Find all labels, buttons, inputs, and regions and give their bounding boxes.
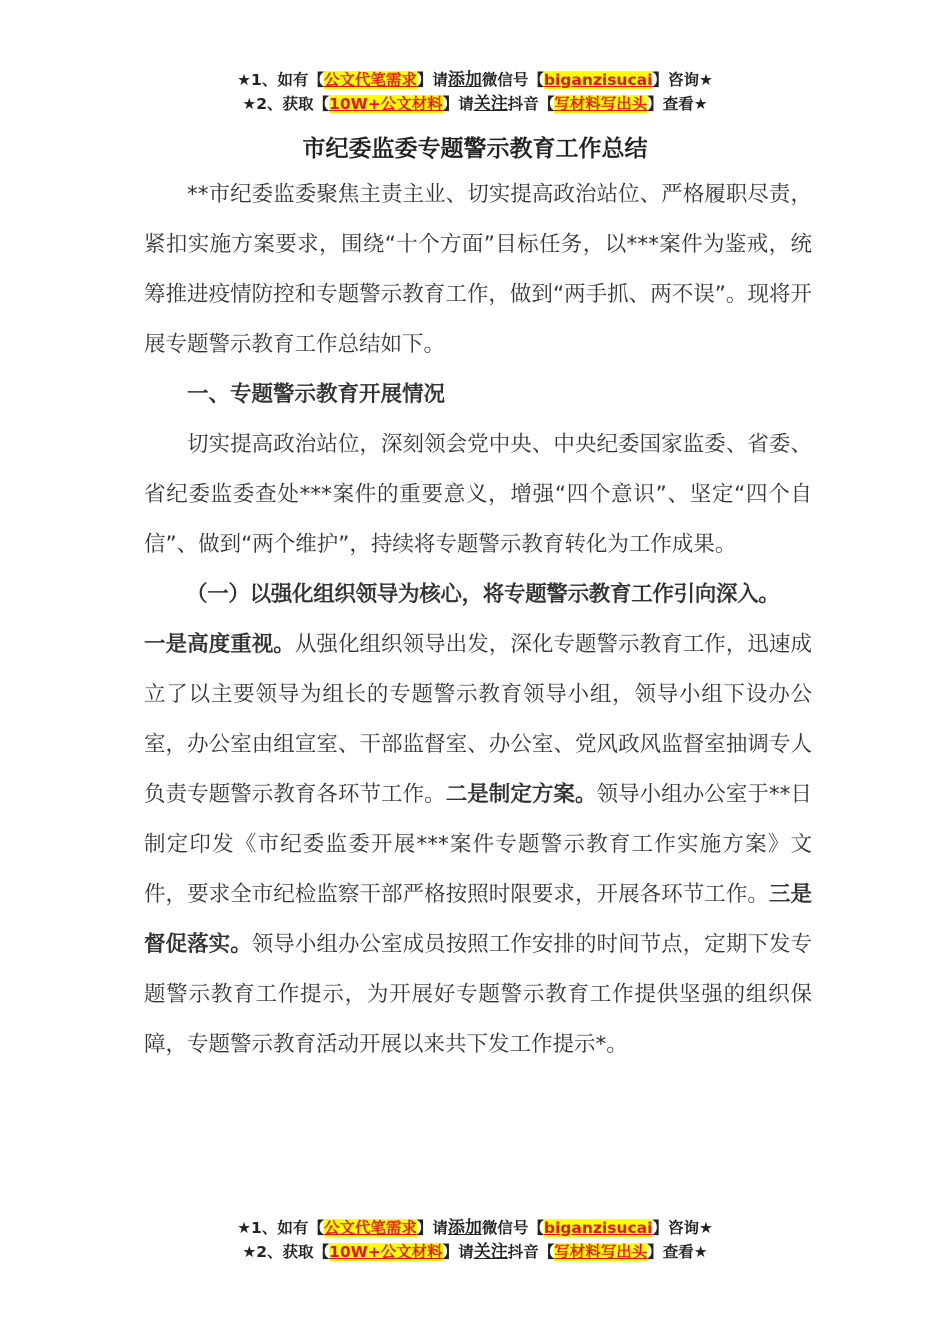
point-label: 二是制定方案。 xyxy=(445,782,597,807)
section-paragraph: 切实提高政治站位，深刻领会党中央、中央纪委国家监委、省委、省纪委监委查处***案件的重要意义，增强“四个意识”、坚定“四个自信”、做到“两个维护”，持续将专题警示教育转化为工作成果。 xyxy=(144,432,812,557)
promo-highlight: 10W+公文材料 xyxy=(329,1243,443,1261)
point-label: 一是高度重视。 xyxy=(144,632,295,657)
point-label: 三是督促落实。 xyxy=(144,882,812,957)
promo-douyin-id: 写材料写出头 xyxy=(554,1243,648,1261)
intro-paragraph: **市纪委监委聚焦主责主业、切实提高政治站位、严格履职尽责，紧扣实施方案要求，围绕“十个方面”目标任务，以***案件为鉴戒，统筹推进疫情防控和专题警示教育工作，做到“两手抓、两不误”。现将开展专题警示教育工作总结如下。 xyxy=(144,182,812,357)
promo-highlight: 公文代笔需求 xyxy=(323,1219,417,1237)
promo-wechat-id: biganzisucai xyxy=(543,1219,653,1237)
section-heading: 一、专题警示教育开展情况 xyxy=(187,382,446,407)
promo-line-2: ★2、获取【10W+公文材料】请关注抖音【写材料写出头】查看★ xyxy=(242,94,708,114)
promo-line-1: ★1、如有【公文代笔需求】请添加微信号【biganzisucai】咨询★ xyxy=(237,1218,713,1238)
promo-line-1: ★1、如有【公文代笔需求】请添加微信号【biganzisucai】咨询★ xyxy=(237,70,713,90)
promo-line-2: ★2、获取【10W+公文材料】请关注抖音【写材料写出头】查看★ xyxy=(242,1242,708,1262)
subsection-heading: （一）以强化组织领导为核心，将专题警示教育工作引向深入。 xyxy=(186,582,780,607)
promo-wechat-id: biganzisucai xyxy=(543,71,653,89)
promo-douyin-id: 写材料写出头 xyxy=(554,95,648,113)
page-title: 市纪委监委专题警示教育工作总结 xyxy=(302,136,648,162)
measures-paragraph: 一是高度重视。从强化组织领导出发，深化专题警示教育工作，迅速成立了以主要领导为组长的专题警示教育领导小组，领导小组下设办公室，办公室由组宣室、干部监督室、办公室、党风政风监督室抽调专人负责专题警示教育各环节工作。二是制定方案。领导小组办公室于**日制定印发《市纪委监委开展***案件专题警示教育工作实施方案》文件，要求全市纪检监察干部严格按照时限要求，开展各环节工作。三是督促落实。领导小组办公室成员按照工作安排的时间节点，定期下发专题警示教育工作提示，为开展好专题警示教育工作提供坚强的组织保障，专题警示教育活动开展以来共下发工作提示*。 xyxy=(144,632,812,1057)
promo-highlight: 公文代笔需求 xyxy=(323,71,417,89)
document-body xyxy=(144,170,812,1070)
promo-highlight: 10W+公文材料 xyxy=(329,95,443,113)
promo-footer xyxy=(0,1216,950,1264)
promo-header xyxy=(0,68,950,116)
